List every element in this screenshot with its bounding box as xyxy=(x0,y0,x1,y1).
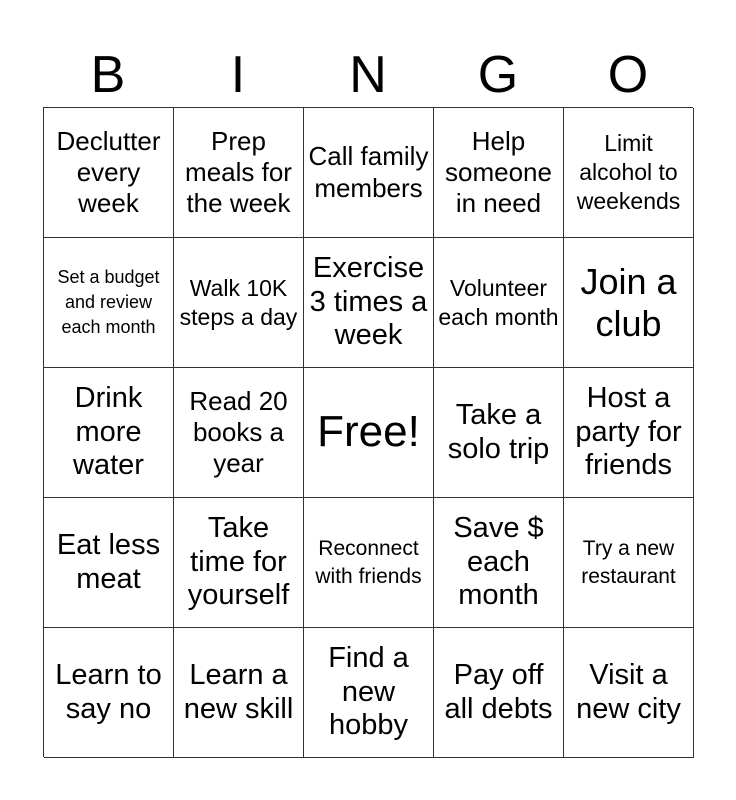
bingo-cell-text: Drink more water xyxy=(73,382,144,482)
header-letter-b: B xyxy=(90,46,126,104)
header-letter-i: I xyxy=(230,46,246,104)
bingo-cell-text: Find a new hobby xyxy=(328,642,409,742)
bingo-cell xyxy=(434,108,564,238)
bingo-cell-text: Eat less meat xyxy=(56,529,161,595)
bingo-cell xyxy=(434,238,564,368)
bingo-cell xyxy=(304,238,434,368)
bingo-cell-text: Reconnect with friends xyxy=(315,537,422,588)
bingo-cell xyxy=(44,368,174,498)
bingo-cell xyxy=(174,368,304,498)
bingo-cell-text: Exercise 3 times a week xyxy=(309,252,428,352)
bingo-cell-text: Call family members xyxy=(308,141,429,203)
bingo-cell-text: Save $ each month xyxy=(453,512,544,612)
bingo-free-cell xyxy=(304,368,434,498)
bingo-cell xyxy=(564,498,694,628)
bingo-cell-text: Visit a new city xyxy=(576,659,681,725)
bingo-cell xyxy=(304,628,434,758)
bingo-header xyxy=(43,44,693,106)
bingo-cell xyxy=(44,498,174,628)
header-letter-n: N xyxy=(349,46,387,104)
bingo-card-grid xyxy=(43,107,693,757)
bingo-cell xyxy=(434,498,564,628)
bingo-cell xyxy=(174,108,304,238)
bingo-cell-text: Learn to say no xyxy=(55,659,162,725)
bingo-cell-text: Try a new restaurant xyxy=(581,537,676,588)
bingo-cell xyxy=(174,628,304,758)
bingo-cell xyxy=(564,368,694,498)
bingo-cell-text: Learn a new skill xyxy=(183,659,294,725)
bingo-cell xyxy=(564,628,694,758)
bingo-cell xyxy=(174,238,304,368)
bingo-cell-text: Walk 10K steps a day xyxy=(179,274,298,330)
header-letter-o: O xyxy=(607,46,649,104)
bingo-cell-text: Pay off all debts xyxy=(444,659,553,725)
bingo-cell xyxy=(564,108,694,238)
bingo-cell xyxy=(44,238,174,368)
bingo-cell xyxy=(434,628,564,758)
bingo-cell xyxy=(44,108,174,238)
header-letter-g: G xyxy=(477,46,519,104)
bingo-cell-text: Host a party for friends xyxy=(575,382,682,482)
bingo-cell-text: Take time for yourself xyxy=(187,512,290,612)
bingo-cell-text: Declutter every week xyxy=(56,125,161,219)
bingo-cell-text: Take a solo trip xyxy=(447,399,550,465)
bingo-cell-text: Prep meals for the week xyxy=(185,125,292,219)
bingo-cell xyxy=(304,498,434,628)
bingo-cell-text: Limit alcohol to weekends xyxy=(576,130,681,214)
bingo-cell-text: Join a club xyxy=(580,261,677,344)
bingo-cell xyxy=(434,368,564,498)
bingo-cell-text: Set a budget and review each month xyxy=(57,266,160,338)
bingo-cell xyxy=(304,108,434,238)
bingo-cell-text: Read 20 books a year xyxy=(189,385,288,479)
bingo-cell-text: Help someone in need xyxy=(445,125,552,219)
bingo-cell-text: Volunteer each month xyxy=(438,274,559,330)
bingo-cell-text: Free! xyxy=(317,407,420,457)
bingo-cell xyxy=(44,628,174,758)
bingo-cell xyxy=(174,498,304,628)
bingo-cell xyxy=(564,238,694,368)
